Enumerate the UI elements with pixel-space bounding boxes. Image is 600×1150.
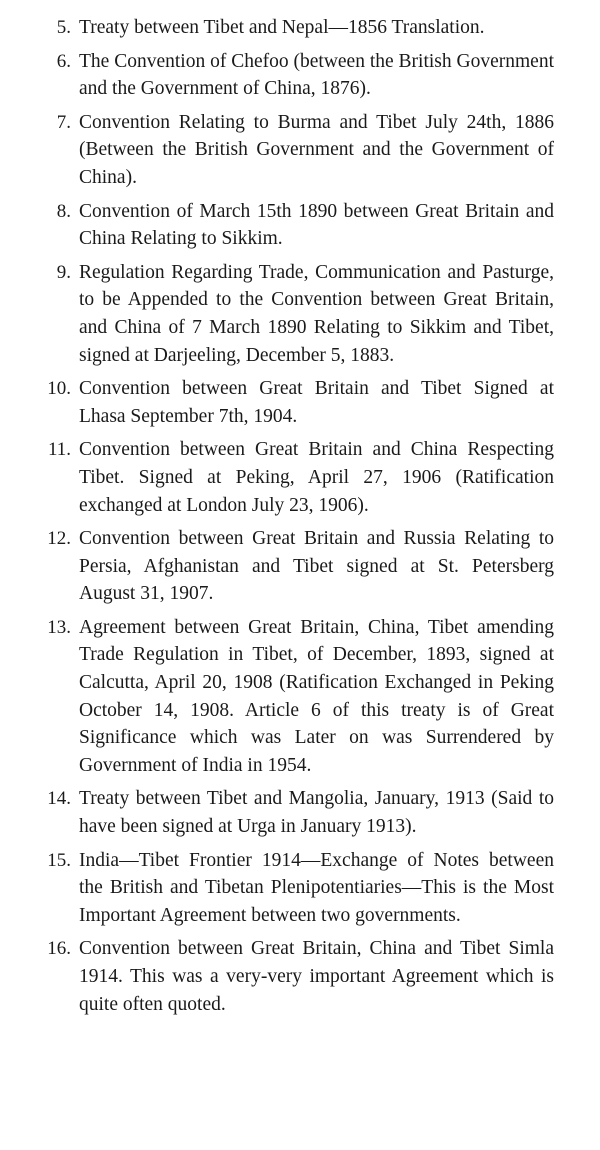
item-number: 15. — [47, 849, 71, 871]
item-text: India—Tibet Frontier 1914—Exchange of Notes between the British and Tibetan Plenipotentiaries—This is the Most Important Agreement between two governments. — [79, 849, 554, 926]
item-text: Treaty between Tibet and Mangolia, January, 1913 (Said to have been signed at Urga in January 1913). — [79, 788, 554, 838]
item-number: 11. — [47, 439, 71, 461]
item-text: Agreement between Great Britain, China, Tibet amending Trade Regulation in Tibet, of December, 1893, signed at Calcutta, April 20, 1908 (Ratification Exchanged in Peking October 14, 1908. Article 6 of this treaty is of Great Significance which was Later on was Surrendered by Government of India in 1954. — [79, 616, 554, 776]
list-item — [22, 259, 554, 369]
list-item — [22, 785, 554, 840]
list-item — [22, 614, 554, 780]
list-item — [22, 847, 554, 930]
list-item — [22, 436, 554, 519]
list-item — [22, 525, 554, 608]
list-item — [22, 375, 554, 430]
item-text: Regulation Regarding Trade, Communication and Pasturge, to be Appended to the Convention between Great Britain, and China of 7 March 1890 Relating to Sikkim and Tibet, signed at Darjeeling, December 5, 1883. — [79, 261, 554, 366]
item-number: 6. — [56, 50, 71, 72]
item-number: 8. — [56, 200, 71, 222]
item-number: 7. — [56, 111, 71, 133]
item-text: The Convention of Chefoo (between the British Government and the Government of China, 1876). — [79, 50, 554, 100]
item-number: 16. — [47, 938, 71, 960]
list-item — [22, 935, 554, 1018]
list-item — [22, 48, 554, 103]
item-text: Convention between Great Britain, China and Tibet Simla 1914. This was a very-very important Agreement which is quite often quoted. — [79, 938, 554, 1015]
item-text: Convention of March 15th 1890 between Great Britain and China Relating to Sikkim. — [79, 200, 554, 250]
item-text: Convention Relating to Burma and Tibet July 24th, 1886 (Between the British Government and the Government of China). — [79, 111, 554, 188]
item-text: Convention between Great Britain and Russia Relating to Persia, Afghanistan and Tibet signed at St. Petersberg August 31, 1907. — [79, 528, 554, 605]
item-text: Convention between Great Britain and Tibet Signed at Lhasa September 7th, 1904. — [79, 378, 554, 427]
list-item — [22, 109, 554, 192]
item-number: 13. — [47, 616, 71, 638]
item-number: 10. — [47, 378, 71, 400]
item-number: 14. — [47, 788, 71, 810]
item-number: 9. — [56, 261, 71, 283]
list-item — [22, 198, 554, 253]
item-text: Convention between Great Britain and China Respecting Tibet. Signed at Peking, April 27, 1906 (Ratification exchanged at London July 23, 1906). — [79, 439, 554, 516]
list-item — [22, 14, 554, 42]
item-number: 12. — [47, 528, 71, 550]
item-number: 5. — [56, 17, 71, 38]
item-text: Treaty between Tibet and Nepal—1856 Translation. — [79, 17, 485, 38]
